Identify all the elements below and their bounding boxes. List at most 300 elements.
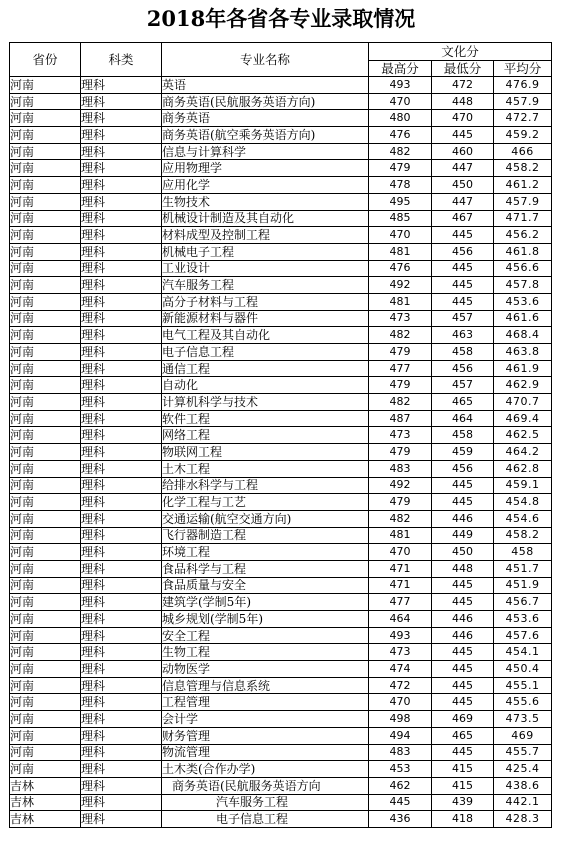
avg-score-cell: 462.5 <box>494 427 552 444</box>
province-cell: 河南 <box>10 143 81 160</box>
min-score-cell: 447 <box>432 160 494 177</box>
major-cell: 电气工程及其自动化 <box>162 327 369 344</box>
province-cell: 河南 <box>10 444 81 461</box>
major-cell: 环境工程 <box>162 544 369 561</box>
avg-score-cell: 451.7 <box>494 560 552 577</box>
max-score-cell: 473 <box>369 427 432 444</box>
category-cell: 理科 <box>81 160 162 177</box>
category-cell: 理科 <box>81 277 162 294</box>
min-score-cell: 467 <box>432 210 494 227</box>
major-cell: 食品科学与工程 <box>162 560 369 577</box>
max-score-cell: 494 <box>369 727 432 744</box>
category-cell: 理科 <box>81 611 162 628</box>
category-cell: 理科 <box>81 727 162 744</box>
min-score-cell: 418 <box>432 811 494 828</box>
major-cell: 英语 <box>162 77 369 94</box>
avg-score-cell: 455.7 <box>494 744 552 761</box>
avg-score-cell: 458.2 <box>494 527 552 544</box>
avg-score-cell: 462.8 <box>494 460 552 477</box>
max-score-cell: 436 <box>369 811 432 828</box>
province-cell: 河南 <box>10 427 81 444</box>
table-row <box>10 193 552 210</box>
max-score-cell: 464 <box>369 611 432 628</box>
province-cell: 河南 <box>10 394 81 411</box>
table-row <box>10 444 552 461</box>
province-cell: 河南 <box>10 260 81 277</box>
province-cell: 河南 <box>10 644 81 661</box>
category-cell: 理科 <box>81 477 162 494</box>
province-cell: 河南 <box>10 243 81 260</box>
province-cell: 河南 <box>10 127 81 144</box>
max-score-cell: 492 <box>369 277 432 294</box>
max-score-cell: 480 <box>369 110 432 127</box>
major-cell: 应用化学 <box>162 177 369 194</box>
min-score-cell: 445 <box>432 644 494 661</box>
table-row <box>10 794 552 811</box>
admission-table <box>9 42 552 828</box>
category-cell: 理科 <box>81 560 162 577</box>
category-cell: 理科 <box>81 427 162 444</box>
category-cell: 理科 <box>81 93 162 110</box>
category-cell: 理科 <box>81 377 162 394</box>
major-cell: 商务英语(民航服务英语方向 <box>162 777 369 794</box>
category-cell: 理科 <box>81 293 162 310</box>
avg-score-cell: 461.8 <box>494 243 552 260</box>
min-score-cell: 445 <box>432 577 494 594</box>
table-row <box>10 761 552 778</box>
max-score-cell: 493 <box>369 77 432 94</box>
major-cell: 信息与计算科学 <box>162 143 369 160</box>
max-score-cell: 493 <box>369 627 432 644</box>
table-row <box>10 811 552 828</box>
province-cell: 河南 <box>10 293 81 310</box>
category-cell: 理科 <box>81 460 162 477</box>
min-score-cell: 470 <box>432 110 494 127</box>
category-cell: 理科 <box>81 360 162 377</box>
min-score-cell: 446 <box>432 510 494 527</box>
avg-score-cell: 457.9 <box>494 193 552 210</box>
table-row <box>10 77 552 94</box>
major-cell: 电子信息工程 <box>162 344 369 361</box>
max-score-cell: 470 <box>369 227 432 244</box>
major-cell: 材料成型及控制工程 <box>162 227 369 244</box>
max-score-cell: 492 <box>369 477 432 494</box>
category-cell: 理科 <box>81 594 162 611</box>
avg-score-cell: 428.3 <box>494 811 552 828</box>
max-score-cell: 481 <box>369 527 432 544</box>
avg-score-cell: 458 <box>494 544 552 561</box>
province-cell: 河南 <box>10 577 81 594</box>
avg-score-cell: 470.7 <box>494 394 552 411</box>
major-cell: 物流管理 <box>162 744 369 761</box>
province-cell: 河南 <box>10 527 81 544</box>
category-cell: 理科 <box>81 127 162 144</box>
province-cell: 河南 <box>10 611 81 628</box>
min-score-cell: 450 <box>432 177 494 194</box>
max-score-cell: 474 <box>369 661 432 678</box>
avg-score-cell: 459.1 <box>494 477 552 494</box>
max-score-cell: 482 <box>369 510 432 527</box>
category-cell: 理科 <box>81 110 162 127</box>
province-cell: 河南 <box>10 377 81 394</box>
avg-score-cell: 459.2 <box>494 127 552 144</box>
major-cell: 计算机科学与技术 <box>162 394 369 411</box>
province-cell: 吉林 <box>10 794 81 811</box>
table-row <box>10 661 552 678</box>
province-cell: 河南 <box>10 661 81 678</box>
category-cell: 理科 <box>81 243 162 260</box>
category-cell: 理科 <box>81 494 162 511</box>
table-row <box>10 594 552 611</box>
avg-score-cell: 442.1 <box>494 794 552 811</box>
province-cell: 河南 <box>10 744 81 761</box>
max-score-cell: 478 <box>369 177 432 194</box>
table-row <box>10 243 552 260</box>
major-cell: 汽车服务工程 <box>162 794 369 811</box>
avg-score-cell: 472.7 <box>494 110 552 127</box>
province-cell: 河南 <box>10 360 81 377</box>
header-culture-score: 文化分 <box>369 43 552 61</box>
avg-score-cell: 461.9 <box>494 360 552 377</box>
table-row <box>10 627 552 644</box>
major-cell: 动物医学 <box>162 661 369 678</box>
table-row <box>10 611 552 628</box>
major-cell: 建筑学(学制5年) <box>162 594 369 611</box>
major-cell: 网络工程 <box>162 427 369 444</box>
avg-score-cell: 461.2 <box>494 177 552 194</box>
category-cell: 理科 <box>81 410 162 427</box>
table-row <box>10 327 552 344</box>
province-cell: 河南 <box>10 93 81 110</box>
avg-score-cell: 455.6 <box>494 694 552 711</box>
province-cell: 河南 <box>10 344 81 361</box>
major-cell: 土木类(合作办学) <box>162 761 369 778</box>
province-cell: 河南 <box>10 627 81 644</box>
category-cell: 理科 <box>81 344 162 361</box>
category-cell: 理科 <box>81 260 162 277</box>
category-cell: 理科 <box>81 394 162 411</box>
max-score-cell: 482 <box>369 327 432 344</box>
table-row <box>10 260 552 277</box>
category-cell: 理科 <box>81 227 162 244</box>
max-score-cell: 479 <box>369 494 432 511</box>
min-score-cell: 445 <box>432 677 494 694</box>
min-score-cell: 445 <box>432 260 494 277</box>
category-cell: 理科 <box>81 310 162 327</box>
max-score-cell: 477 <box>369 360 432 377</box>
max-score-cell: 479 <box>369 160 432 177</box>
table-row <box>10 644 552 661</box>
major-cell: 会计学 <box>162 711 369 728</box>
table-body <box>10 77 552 828</box>
major-cell: 应用物理学 <box>162 160 369 177</box>
avg-score-cell: 457.9 <box>494 93 552 110</box>
table-row <box>10 93 552 110</box>
major-cell: 物联网工程 <box>162 444 369 461</box>
min-score-cell: 458 <box>432 344 494 361</box>
table-row <box>10 477 552 494</box>
major-cell: 飞行器制造工程 <box>162 527 369 544</box>
avg-score-cell: 450.4 <box>494 661 552 678</box>
category-cell: 理科 <box>81 527 162 544</box>
avg-score-cell: 464.2 <box>494 444 552 461</box>
province-cell: 河南 <box>10 210 81 227</box>
table-row <box>10 177 552 194</box>
avg-score-cell: 451.9 <box>494 577 552 594</box>
province-cell: 河南 <box>10 594 81 611</box>
table-row <box>10 127 552 144</box>
table-row <box>10 394 552 411</box>
category-cell: 理科 <box>81 444 162 461</box>
min-score-cell: 446 <box>432 611 494 628</box>
province-cell: 河南 <box>10 510 81 527</box>
major-cell: 通信工程 <box>162 360 369 377</box>
min-score-cell: 456 <box>432 460 494 477</box>
avg-score-cell: 454.8 <box>494 494 552 511</box>
min-score-cell: 445 <box>432 661 494 678</box>
province-cell: 河南 <box>10 460 81 477</box>
max-score-cell: 477 <box>369 594 432 611</box>
avg-score-cell: 456.2 <box>494 227 552 244</box>
header-avg-score: 平均分 <box>494 61 552 77</box>
max-score-cell: 473 <box>369 644 432 661</box>
max-score-cell: 495 <box>369 193 432 210</box>
max-score-cell: 479 <box>369 344 432 361</box>
major-cell: 给排水科学与工程 <box>162 477 369 494</box>
province-cell: 河南 <box>10 477 81 494</box>
min-score-cell: 450 <box>432 544 494 561</box>
province-cell: 河南 <box>10 193 81 210</box>
category-cell: 理科 <box>81 777 162 794</box>
min-score-cell: 463 <box>432 327 494 344</box>
category-cell: 理科 <box>81 177 162 194</box>
max-score-cell: 472 <box>369 677 432 694</box>
avg-score-cell: 454.1 <box>494 644 552 661</box>
max-score-cell: 498 <box>369 711 432 728</box>
max-score-cell: 483 <box>369 744 432 761</box>
major-cell: 工程管理 <box>162 694 369 711</box>
province-cell: 河南 <box>10 327 81 344</box>
min-score-cell: 465 <box>432 394 494 411</box>
province-cell: 河南 <box>10 310 81 327</box>
major-cell: 高分子材料与工程 <box>162 293 369 310</box>
table-row <box>10 160 552 177</box>
table-row <box>10 293 552 310</box>
major-cell: 生物技术 <box>162 193 369 210</box>
avg-score-cell: 463.8 <box>494 344 552 361</box>
max-score-cell: 483 <box>369 460 432 477</box>
category-cell: 理科 <box>81 661 162 678</box>
major-cell: 生物工程 <box>162 644 369 661</box>
category-cell: 理科 <box>81 544 162 561</box>
min-score-cell: 445 <box>432 694 494 711</box>
major-cell: 安全工程 <box>162 627 369 644</box>
avg-score-cell: 473.5 <box>494 711 552 728</box>
province-cell: 河南 <box>10 77 81 94</box>
min-score-cell: 447 <box>432 193 494 210</box>
header-category: 科类 <box>81 43 162 77</box>
province-cell: 河南 <box>10 761 81 778</box>
avg-score-cell: 454.6 <box>494 510 552 527</box>
province-cell: 河南 <box>10 277 81 294</box>
page-title: 2018年各省各专业录取情况 <box>146 6 416 31</box>
category-cell: 理科 <box>81 644 162 661</box>
avg-score-cell: 471.7 <box>494 210 552 227</box>
province-cell: 河南 <box>10 110 81 127</box>
category-cell: 理科 <box>81 711 162 728</box>
table-row <box>10 727 552 744</box>
avg-score-cell: 425.4 <box>494 761 552 778</box>
major-cell: 化学工程与工艺 <box>162 494 369 511</box>
table-row <box>10 544 552 561</box>
major-cell: 机械设计制造及其自动化 <box>162 210 369 227</box>
table-row <box>10 410 552 427</box>
major-cell: 交通运输(航空交通方向) <box>162 510 369 527</box>
table-row <box>10 427 552 444</box>
major-cell: 新能源材料与器件 <box>162 310 369 327</box>
table-row <box>10 777 552 794</box>
min-score-cell: 445 <box>432 477 494 494</box>
table-row <box>10 560 552 577</box>
province-cell: 河南 <box>10 677 81 694</box>
table-row <box>10 460 552 477</box>
avg-score-cell: 461.6 <box>494 310 552 327</box>
max-score-cell: 471 <box>369 560 432 577</box>
table-row <box>10 227 552 244</box>
province-cell: 河南 <box>10 227 81 244</box>
table-row <box>10 494 552 511</box>
avg-score-cell: 457.8 <box>494 277 552 294</box>
category-cell: 理科 <box>81 193 162 210</box>
max-score-cell: 470 <box>369 93 432 110</box>
avg-score-cell: 453.6 <box>494 293 552 310</box>
avg-score-cell: 458.2 <box>494 160 552 177</box>
province-cell: 河南 <box>10 711 81 728</box>
province-cell: 河南 <box>10 544 81 561</box>
category-cell: 理科 <box>81 327 162 344</box>
province-cell: 河南 <box>10 410 81 427</box>
min-score-cell: 457 <box>432 310 494 327</box>
major-cell: 土木工程 <box>162 460 369 477</box>
max-score-cell: 481 <box>369 293 432 310</box>
major-cell: 机械电子工程 <box>162 243 369 260</box>
min-score-cell: 445 <box>432 744 494 761</box>
max-score-cell: 470 <box>369 544 432 561</box>
max-score-cell: 476 <box>369 127 432 144</box>
min-score-cell: 446 <box>432 627 494 644</box>
province-cell: 吉林 <box>10 811 81 828</box>
header-max-score: 最高分 <box>369 61 432 77</box>
major-cell: 食品质量与安全 <box>162 577 369 594</box>
min-score-cell: 464 <box>432 410 494 427</box>
category-cell: 理科 <box>81 694 162 711</box>
major-cell: 城乡规划(学制5年) <box>162 611 369 628</box>
category-cell: 理科 <box>81 761 162 778</box>
category-cell: 理科 <box>81 744 162 761</box>
max-score-cell: 445 <box>369 794 432 811</box>
min-score-cell: 448 <box>432 560 494 577</box>
max-score-cell: 481 <box>369 243 432 260</box>
major-cell: 商务英语 <box>162 110 369 127</box>
table-row <box>10 310 552 327</box>
max-score-cell: 487 <box>369 410 432 427</box>
major-cell: 财务管理 <box>162 727 369 744</box>
min-score-cell: 445 <box>432 293 494 310</box>
header-major: 专业名称 <box>162 43 369 77</box>
avg-score-cell: 462.9 <box>494 377 552 394</box>
min-score-cell: 445 <box>432 494 494 511</box>
min-score-cell: 472 <box>432 77 494 94</box>
avg-score-cell: 469.4 <box>494 410 552 427</box>
major-cell: 自动化 <box>162 377 369 394</box>
min-score-cell: 439 <box>432 794 494 811</box>
major-cell: 商务英语(民航服务英语方向) <box>162 93 369 110</box>
category-cell: 理科 <box>81 811 162 828</box>
table-row <box>10 711 552 728</box>
category-cell: 理科 <box>81 627 162 644</box>
max-score-cell: 476 <box>369 260 432 277</box>
avg-score-cell: 476.9 <box>494 77 552 94</box>
province-cell: 河南 <box>10 177 81 194</box>
major-cell: 工业设计 <box>162 260 369 277</box>
province-cell: 河南 <box>10 727 81 744</box>
category-cell: 理科 <box>81 510 162 527</box>
table-row <box>10 110 552 127</box>
category-cell: 理科 <box>81 77 162 94</box>
avg-score-cell: 455.1 <box>494 677 552 694</box>
major-cell: 电子信息工程 <box>162 811 369 828</box>
table-row <box>10 744 552 761</box>
avg-score-cell: 457.6 <box>494 627 552 644</box>
min-score-cell: 465 <box>432 727 494 744</box>
avg-score-cell: 453.6 <box>494 611 552 628</box>
max-score-cell: 453 <box>369 761 432 778</box>
max-score-cell: 471 <box>369 577 432 594</box>
header-province: 省份 <box>10 43 81 77</box>
max-score-cell: 479 <box>369 377 432 394</box>
province-cell: 河南 <box>10 494 81 511</box>
min-score-cell: 445 <box>432 594 494 611</box>
table-header <box>10 43 552 77</box>
min-score-cell: 448 <box>432 93 494 110</box>
min-score-cell: 445 <box>432 127 494 144</box>
table-row <box>10 677 552 694</box>
category-cell: 理科 <box>81 577 162 594</box>
province-cell: 河南 <box>10 560 81 577</box>
min-score-cell: 415 <box>432 777 494 794</box>
min-score-cell: 445 <box>432 277 494 294</box>
avg-score-cell: 468.4 <box>494 327 552 344</box>
min-score-cell: 456 <box>432 243 494 260</box>
min-score-cell: 415 <box>432 761 494 778</box>
table-row <box>10 694 552 711</box>
table-row <box>10 577 552 594</box>
category-cell: 理科 <box>81 794 162 811</box>
table-row <box>10 377 552 394</box>
table-row <box>10 360 552 377</box>
avg-score-cell: 466 <box>494 143 552 160</box>
major-cell: 商务英语(航空乘务英语方向) <box>162 127 369 144</box>
table-row <box>10 527 552 544</box>
province-cell: 河南 <box>10 160 81 177</box>
table-row <box>10 143 552 160</box>
avg-score-cell: 438.6 <box>494 777 552 794</box>
table-row <box>10 210 552 227</box>
max-score-cell: 482 <box>369 394 432 411</box>
max-score-cell: 462 <box>369 777 432 794</box>
header-min-score: 最低分 <box>432 61 494 77</box>
table-row <box>10 344 552 361</box>
